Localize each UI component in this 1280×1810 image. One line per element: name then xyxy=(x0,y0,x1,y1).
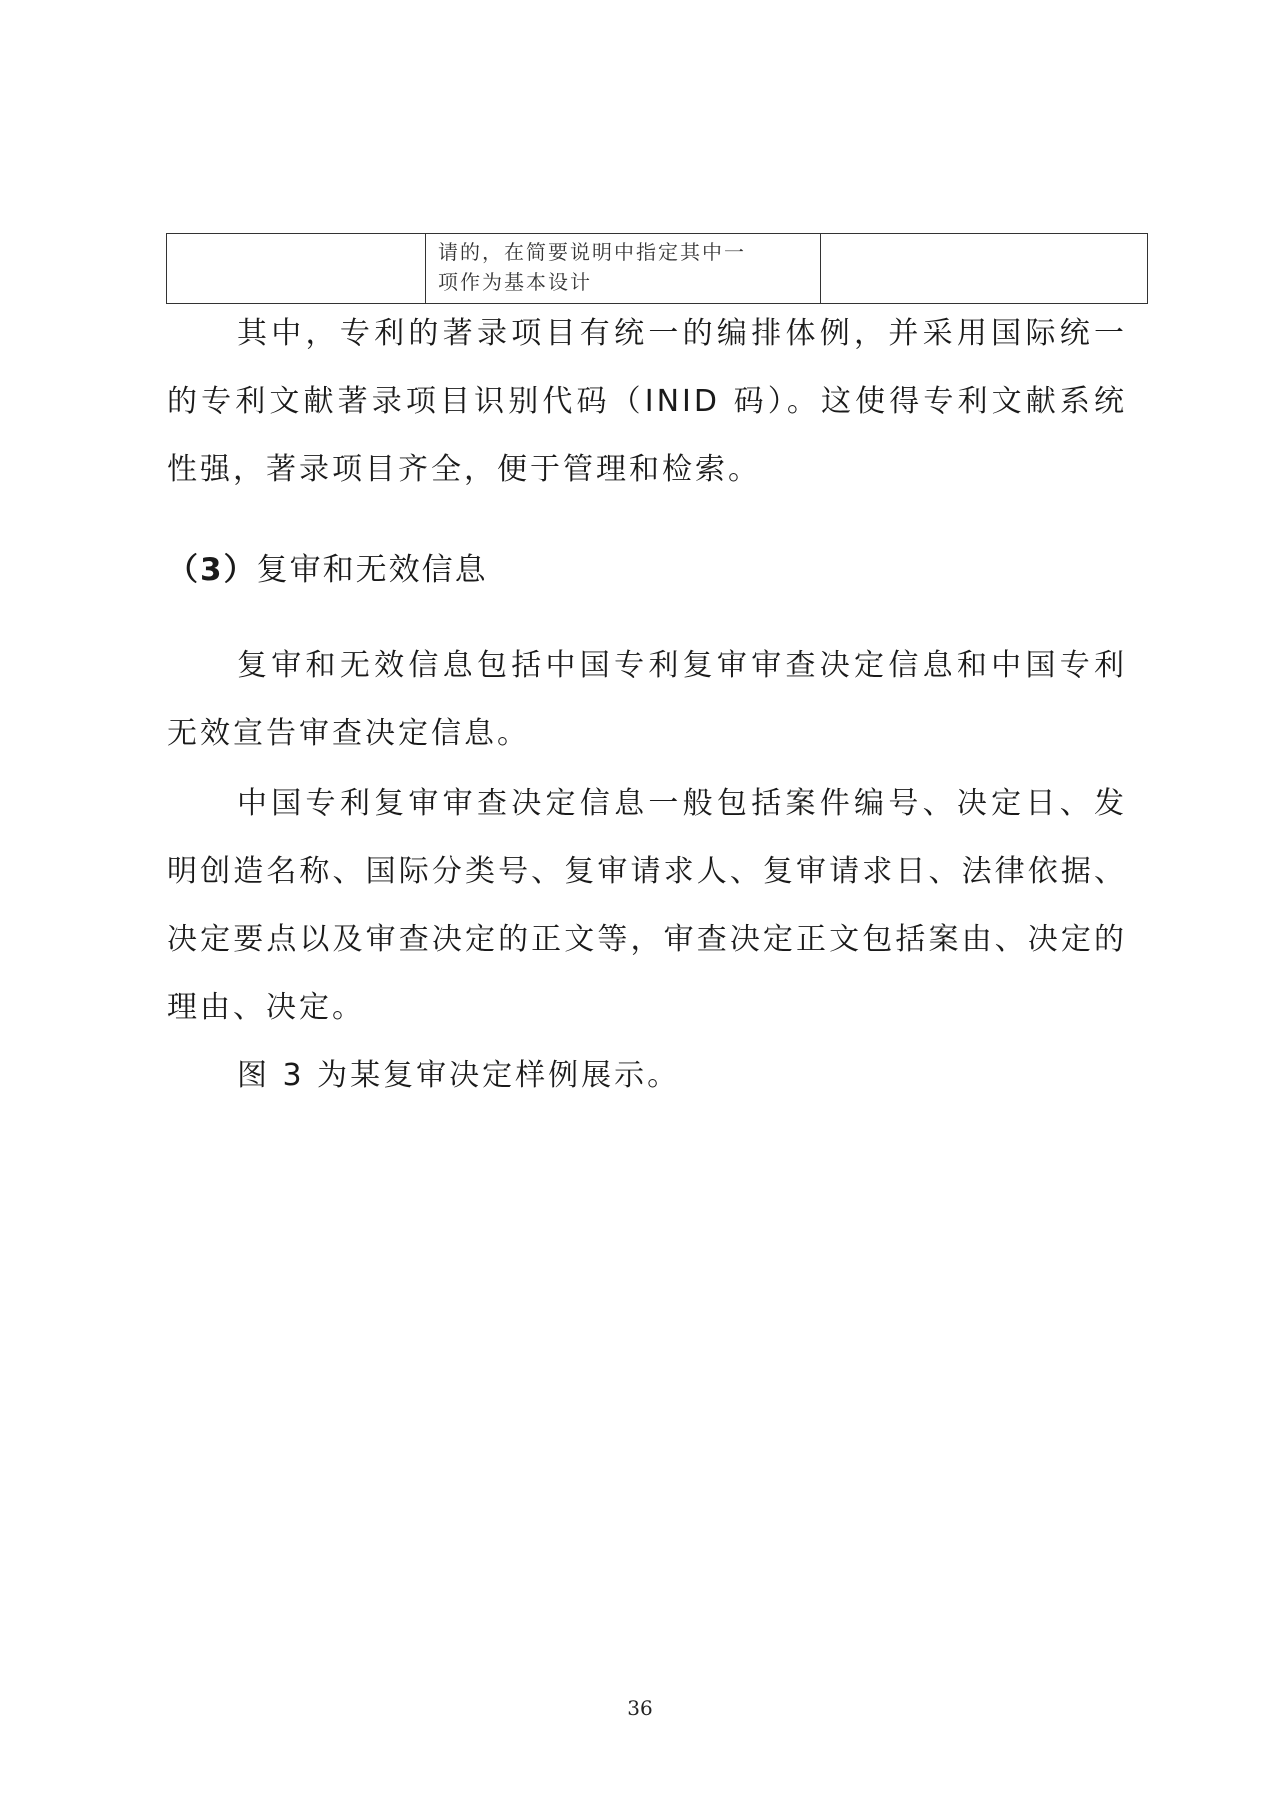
table-cell-empty-right xyxy=(821,234,1148,304)
table-row xyxy=(167,234,1148,304)
table-cell-line: 项作为基本设计 xyxy=(438,270,592,294)
paragraph-inid-codes: 其中，专利的著录项目有统一的编排体例，并采用国际统一的专利文献著录项目识别代码（INID 码）。这使得专利文献系统性强，著录项目齐全，便于管理和检索。 xyxy=(167,316,1127,487)
section-heading xyxy=(167,540,488,600)
table-cell-text xyxy=(426,234,821,304)
table-cell-line: 请的，在简要说明中指定其中一 xyxy=(438,240,746,264)
section-number: （3） xyxy=(167,552,257,588)
table-cell-empty-left xyxy=(167,234,426,304)
page-number: 36 xyxy=(627,1696,653,1720)
paragraph-review-invalidation-intro: 复审和无效信息包括中国专利复审审查决定信息和中国专利无效宣告审查决定信息。 xyxy=(167,648,1127,751)
paragraph-figure-reference: 图 3 为某复审决定样例展示。 xyxy=(237,1058,681,1093)
paragraph-review-decision-contents: 中国专利复审审查决定信息一般包括案件编号、决定日、发明创造名称、国际分类号、复审请求人、复审请求日、法律依据、决定要点以及审查决定的正文等，审查决定正文包括案由、决定的理由、决定。 xyxy=(167,786,1127,1025)
table-continuation xyxy=(166,233,1148,304)
section-title: 复审和无效信息 xyxy=(256,552,488,588)
